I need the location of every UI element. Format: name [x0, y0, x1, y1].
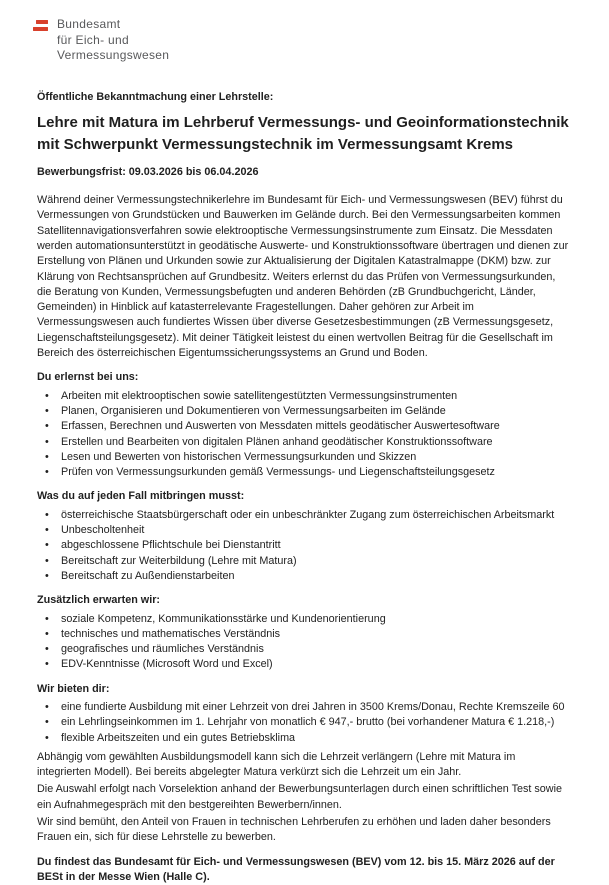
- bullet-item: • Prüfen von Vermessungsurkunden gemäß Vermessungs- und Liegenschaftsteilungsgesetz: [37, 465, 572, 480]
- bullet-item: • geografisches und räumliches Verständnis: [37, 642, 572, 657]
- bullet-list: [37, 612, 572, 673]
- bullet-item: • flexible Arbeitszeiten und ein gutes Betriebsklima: [37, 731, 572, 746]
- logo-org-line: für Eich- und: [57, 32, 129, 47]
- bullet-item: • technisches und mathematisches Verständnis: [37, 627, 572, 642]
- section-heading: Wir bieten dir:: [37, 682, 110, 695]
- bullet-item: • EDV-Kenntnisse (Microsoft Word und Excel): [37, 657, 572, 672]
- announcement-line: Öffentliche Bekanntmachung einer Lehrstelle:: [37, 90, 274, 103]
- section-heading: Was du auf jeden Fall mitbringen musst:: [37, 490, 245, 503]
- page-title-line-1: Lehre mit Matura im Lehrberuf Vermessungs- und Geoinformationstechnik: [37, 113, 569, 131]
- bullet-item: • Planen, Organisieren und Dokumentieren von Vermessungsarbeiten im Gelände: [37, 404, 572, 419]
- section-offer: [37, 682, 572, 746]
- section-heading: Du erlernst bei uns:: [37, 371, 139, 384]
- bullet-item: • eine fundierte Ausbildung mit einer Lehrzeit von drei Jahren in 3500 Krems/Donau, Rechte Kremszeile 60: [37, 700, 572, 715]
- page-title-line-2: mit Schwerpunkt Vermessungstechnik im Vermessungsamt Krems: [37, 135, 514, 153]
- section-heading: Zusätzlich erwarten wir:: [37, 594, 160, 607]
- closing-paragraph: Wir sind bemüht, den Anteil von Frauen in technischen Lehrberufen zu erhöhen und laden daher besonders Frauen ein, sich für diese Lehrstelle zu bewerben.: [37, 816, 551, 844]
- bullet-item: • österreichische Staatsbürgerschaft oder ein unbeschränkter Zugang zum österreichischen Arbeitsmarkt: [37, 508, 572, 523]
- bullet-item: • abgeschlossene Pflichtschule bei Dienstantritt: [37, 538, 572, 553]
- bullet-item: • Erfassen, Berechnen und Auswerten von Messdaten mittels geodätischer Auswertesoftware: [37, 419, 572, 434]
- bullet-item: • Lesen und Bewerten von historischen Vermessungsurkunden und Skizzen: [37, 450, 572, 465]
- bullet-item: • Bereitschaft zu Außendienstarbeiten: [37, 569, 572, 584]
- bullet-list: [37, 389, 572, 481]
- fair-info-note: Du findest das Bundesamt für Eich- und Vermessungswesen (BEV) vom 12. bis 15. März 2026 auf der BESt in der Messe Wien (Halle C).: [37, 855, 555, 883]
- closing-paragraph: Die Auswahl erfolgt nach Vorselektion anhand der Bewerbungsunterlagen durch einen schriftlichen Test sowie ein Aufnahmegespräch mit den bestgereihten Bewerbern/innen.: [37, 783, 562, 811]
- closing-paragraph: Abhängig vom gewählten Ausbildungsmodell kann sich die Lehrzeit verlängern (Lehre mit Matura im integrierten Modell). Bei bereits abgelegter Matura verkürzt sich die Lehrzeit um ein Jahr.: [37, 750, 516, 779]
- bullet-item: • Bereitschaft zur Weiterbildung (Lehre mit Matura): [37, 554, 572, 569]
- bullet-item: • Unbescholtenheit: [37, 523, 572, 538]
- logo-org-line: Bundesamt: [57, 17, 121, 31]
- section-requirements: [37, 489, 572, 584]
- application-deadline: Bewerbungsfrist: 09.03.2026 bis 06.04.2026: [37, 165, 259, 178]
- bullet-item: • Arbeiten mit elektrooptischen sowie satellitengestützten Vermessungsinstrumenten: [37, 389, 572, 404]
- bullet-item: • soziale Kompetenz, Kommunikationsstärke und Kundenorientierung: [37, 612, 572, 627]
- logo-org-line: Vermessungswesen: [57, 48, 170, 62]
- closing-paragraphs: [37, 750, 572, 846]
- austrian-flag-icon: [33, 17, 48, 31]
- page-title: [37, 112, 572, 156]
- bullet-item: • ein Lehrlingseinkommen im 1. Lehrjahr von monatlich € 947,- brutto (bei vorhandener Matura € 1.218,-): [37, 715, 572, 730]
- intro-paragraph: Während deiner Vermessungstechnikerlehre im Bundesamt für Eich- und Vermessungswesen (BEV) führst du Vermessungen von Grundstücken und Bauwerken im Gelände durch. Bei den Vermessungsarbeiten kommen Satellitennavigationsverfahren sowie elektrooptische Vermessungsinstrumente zum Einsatz. Die Messdaten werden automationsunterstützt in geodätische Auswerte- und Konstruktionssoftware übertragen und dienen zur Erstellung von Plänen und Urkunden sowie zur Aktualisierung der Digitalen Katastralmappe (DKM) bzw. zur Klärung von Rechtsansprüchen auf Grundbesitz. Weiters erlernst du das Prüfen von Vermessungsurkunden, die Beratung von Kunden, Vermessungsbefugten und anderen Behörden (zB Grundbuchgericht, Länder, Gemeinden) in Hinblick auf katasterrelevante Fragestellungen. Daher gehören zur Arbeit im Vermessungswesen auch fundiertes Wissen über diverse Gesetzesbestimmungen (zB Vermessungsgesetz, Liegenschaftsteilungsgesetz). Mit deiner Tätigkeit leistest du einen wertvollen Beitrag für die Gesellschaft im Bereich des österreichischen Eigentumssicherungssystems an Grund und Boden.: [37, 194, 569, 360]
- section-learn: [37, 370, 572, 480]
- section-expectations: [37, 593, 572, 672]
- bev-logo: [33, 17, 572, 64]
- logo-org-name: [57, 17, 169, 64]
- bullet-list: [37, 700, 572, 746]
- bullet-list: [37, 508, 572, 584]
- bullet-item: • Erstellen und Bearbeiten von digitalen Plänen anhand geodätischer Konstruktionssoftware: [37, 435, 572, 450]
